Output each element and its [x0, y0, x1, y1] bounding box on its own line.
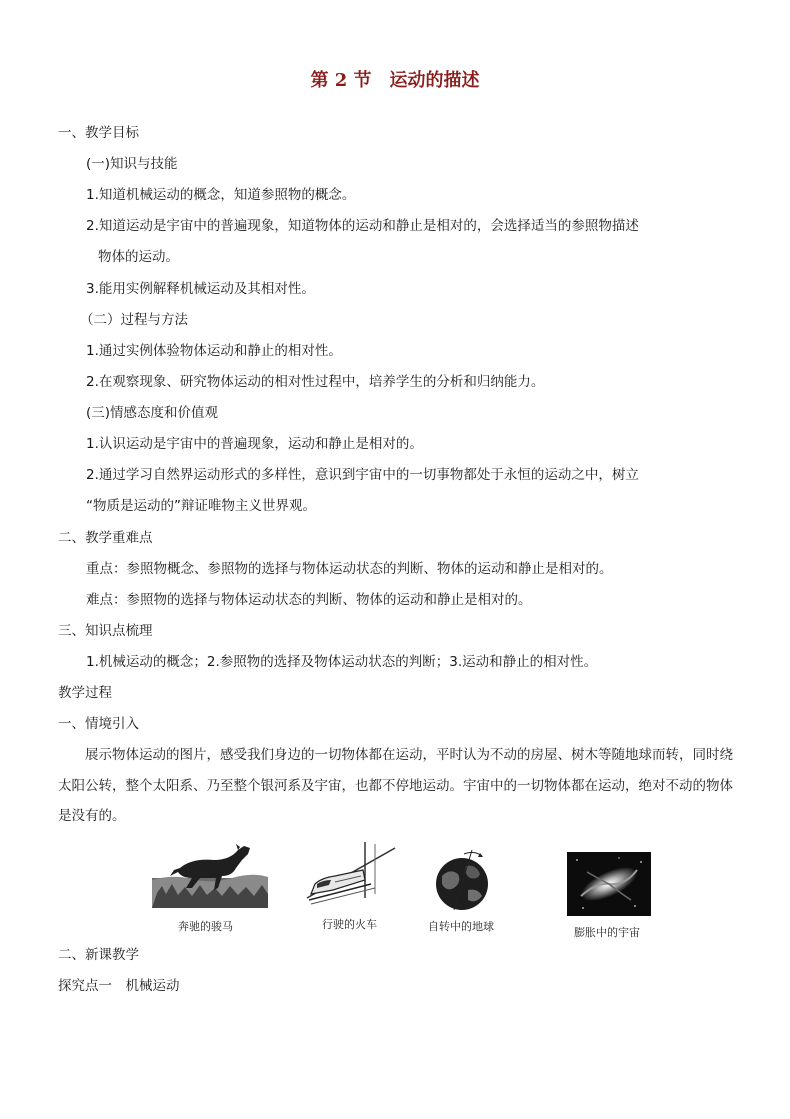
horse-image — [152, 838, 268, 908]
earth-image — [428, 846, 498, 912]
section-heading: 教学过程 — [58, 685, 112, 701]
list-item: 1.通过实例体验物体运动和静止的相对性。 — [86, 343, 342, 359]
figure-caption: 膨胀中的宇宙 — [574, 926, 640, 939]
figure-caption: 奔驰的骏马 — [178, 920, 233, 933]
key-point: 重点：参照物概念、参照物的选择与物体运动状态的判断、物体的运动和静止是相对的。 — [86, 561, 613, 577]
list-item: 2.通过学习自然界运动形式的多样性，意识到宇宙中的一切事物都处于永恒的运动之中，树立 — [86, 467, 639, 483]
list-item: 1.知道机械运动的概念，知道参照物的概念。 — [86, 187, 356, 203]
list-item-continuation: 物体的运动。 — [98, 249, 179, 265]
list-item: 2.在观察现象、研究物体运动的相对性过程中，培养学生的分析和归纳能力。 — [86, 374, 545, 390]
section-heading: 探究点一 机械运动 — [58, 978, 180, 994]
train-image — [305, 840, 397, 908]
subsection-heading: (一)知识与技能 — [86, 156, 178, 172]
galaxy-image — [567, 852, 651, 916]
list-item: 1.认识运动是宇宙中的普遍现象，运动和静止是相对的。 — [86, 436, 423, 452]
section-heading: 三、知识点梳理 — [58, 623, 153, 639]
difficult-point: 难点：参照物的选择与物体运动状态的判断、物体的运动和静止是相对的。 — [86, 592, 532, 608]
section-heading: 一、教学目标 — [58, 125, 139, 141]
figure-caption: 行驶的火车 — [322, 918, 377, 931]
intro-paragraph: 展示物体运动的图片，感受我们身边的一切物体都在运动，平时认为不动的房屋、树木等随地球而转，同时绕太阳公转，整个太阳系、乃至整个银河系及宇宙，也都不停地运动。宇宙中的一切物体都在运动，绝对不动的物体是没有的。 — [58, 747, 733, 824]
section-heading: 二、教学重难点 — [58, 530, 153, 546]
page-title: 第 2 节 运动的描述 — [310, 70, 480, 91]
section-heading: 二、新课教学 — [58, 947, 139, 963]
list-item: 2.知道运动是宇宙中的普遍现象，知道物体的运动和静止是相对的，会选择适当的参照物描述 — [86, 218, 639, 234]
subsection-heading: (三)情感态度和价值观 — [86, 405, 219, 421]
figure-caption: 自转中的地球 — [428, 920, 494, 933]
list-item-continuation: “物质是运动的”辩证唯物主义世界观。 — [86, 498, 316, 514]
section-heading: 一、情境引入 — [58, 716, 139, 732]
list-item: 1.机械运动的概念；2.参照物的选择及物体运动状态的判断；3.运动和静止的相对性。 — [86, 654, 598, 670]
list-item: 3.能用实例解释机械运动及其相对性。 — [86, 281, 315, 297]
subsection-heading: （二）过程与方法 — [80, 312, 188, 328]
